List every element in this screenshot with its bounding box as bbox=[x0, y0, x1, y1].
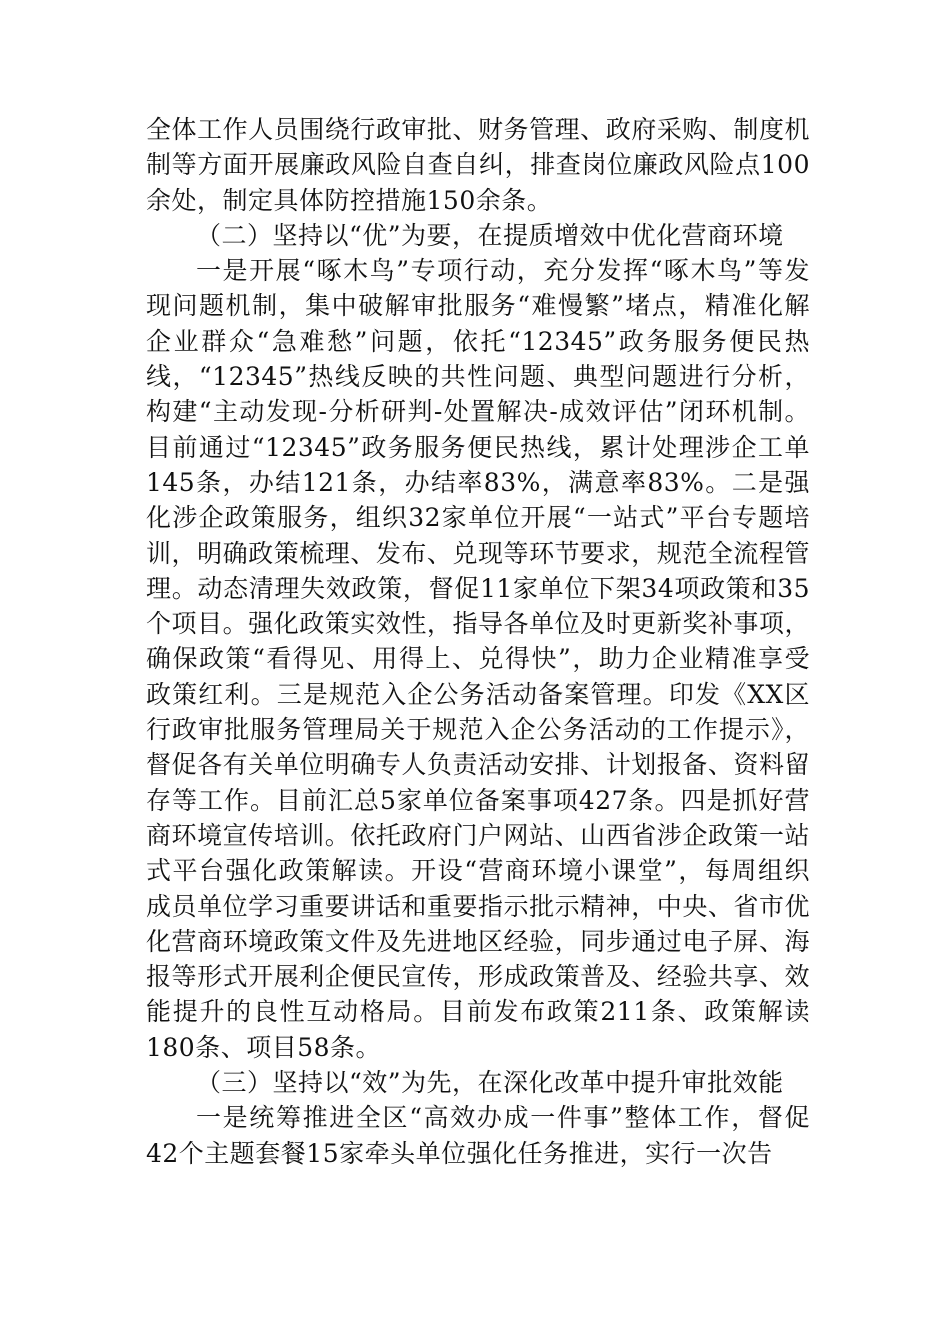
section-heading-2: （二）坚持以“优”为要，在提质增效中优化营商环境 bbox=[196, 220, 784, 250]
body-paragraph-2: 一是开展“啄木鸟”专项行动，充分发挥“啄木鸟”等发现问题机制，集中破解审批服务“难慢繁”堵点，精准化解企业群众“急难愁”问题，依托“12345”政务服务便民热线，“12345”热线反映的共性问题、典型问题进行分析，构建“主动发现-分析研判-处置解决-成效评估”闭环机制。目前通过“12345”政务服务便民热线，累计处理涉企工单145条，办结121条，办结率83%，满意率83%。二是强化涉企政策服务，组织32家单位开展“一站式”平台专题培训，明确政策梳理、发布、兑现等环节要求，规范全流程管理。动态清理失效政策，督促11家单位下架34项政策和35个项目。强化政策实效性，指导各单位及时更新奖补事项，确保政策“看得见、用得上、兑得快”，助力企业精准享受政策红利。三是规范入企公务活动备案管理。印发《XX区行政审批服务管理局关于规范入企公务活动的工作提示》，督促各有关单位明确专人负责活动安排、计划报备、资料留存等工作。目前汇总5家单位备案事项427条。四是抓好营商环境宣传培训。依托政府门户网站、山西省涉企政策一站式平台强化政策解读。开设“营商环境小课堂”，每周组织成员单位学习重要讲话和重要指示批示精神，中央、省市优化营商环境政策文件及先进地区经验，同步通过电子屏、海报等形式开展利企便民宣传，形成政策普及、经验共享、效能提升的良性互动格局。目前发布政策211条、政策解读180条、项目58条。 bbox=[146, 256, 810, 1062]
body-paragraph-1: 全体工作人员围绕行政审批、财务管理、政府采购、制度机制等方面开展廉政风险自查自纠，排查岗位廉政风险点100余处，制定具体防控措施150余条。 bbox=[146, 115, 810, 215]
body-paragraph-3: 一是统筹推进全区“高效办成一件事”整体工作，督促42个主题套餐15家牵头单位强化任务推进，实行一次告 bbox=[146, 1103, 810, 1168]
document-page bbox=[146, 112, 810, 1171]
section-heading-3: （三）坚持以“效”为先，在深化改革中提升审批效能 bbox=[196, 1068, 784, 1098]
